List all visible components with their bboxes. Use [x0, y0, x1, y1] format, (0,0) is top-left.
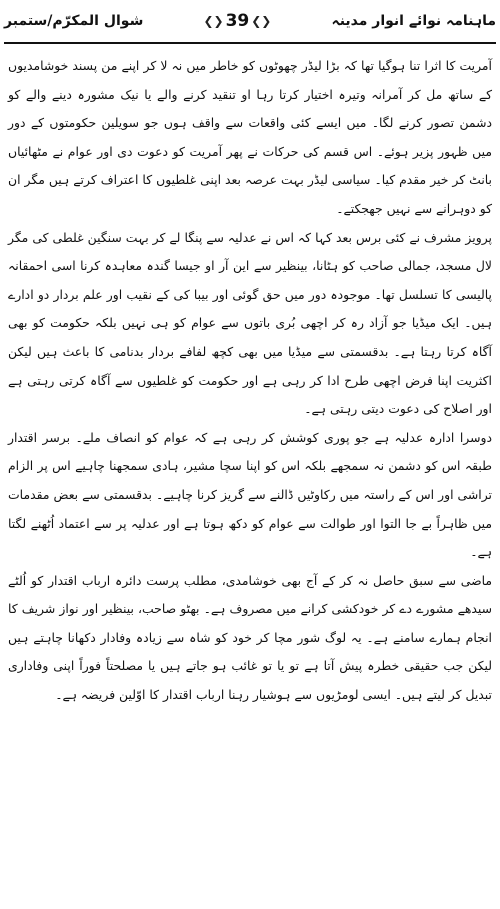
- page-number-block: [203, 11, 271, 31]
- paragraph-2: پرویز مشرف نے کئی برس بعد کہا کہ اس نے عدلیہ سے پنگا لے کر بہت سنگین غلطی کی مگر لال مسجد، جمالی صاحب کو ہٹانا، بینظیر سے این آر او جیسا گندہ معاہدہ کرنا اسی احمقانہ پالیسی کا تسلسل تھا۔ موجودہ دور میں حق گوئی اور بیبا کی کے نقیب اور علم بردار دو ادارے ہیں۔ ایک میڈیا جو آزاد رہ کر اچھی بُری باتوں سے عوام کو ہی نہیں بلکہ حکومت کو بھی آگاہ کرتا رہتا ہے۔ بدقسمتی سے میڈیا میں بھی کچھ لفافے بردار بدنامی کا باعث ہیں لیکن اکثریت اپنا فرض اچھی طرح ادا کر رہی ہے اور حکومت کو غلطیوں سے آگاہ کرتی رہتی ہے اور اصلاح کی دعوت دیتی رہتی ہے۔: [8, 229, 492, 417]
- page-header: [4, 0, 496, 42]
- right-ornament-icon: ❮❯: [251, 14, 272, 28]
- paragraph-1: آمریت کا اثرا تنا ہوگیا تھا کہ بڑا لیڈر چھوٹوں کو خاطر میں نہ لا کر اپنے من پسند خوشامدیوں کے ساتھ مل کر آمرانہ وتیرہ اختیار کرتا رہا او تنقید کرنے والے یا نیک مشورہ دینے والے کو دشمن تصور کرنے لگا۔ میں ایسے کئی واقعات سے واقف ہوں جو سویلین حکومتوں کے دور میں ظہور پزیر ہوئے۔ اس قسم کی حرکات نے پھر آمریت کو دعوت دی اور عوام نے مٹھائیاں بانٹ کر خیر مقدم کیا۔ سیاسی لیڈر بہت عرصہ بعد اپنی غلطیوں کا اعتراف کرتے ہیں مگر ان کو دوہرانے سے نہیں جھجکتے۔: [8, 58, 492, 216]
- issue-date: شوال المکرّم/ستمبر: [4, 13, 144, 29]
- paragraph-3: دوسرا ادارہ عدلیہ ہے جو پوری کوشش کر رہی ہے کہ عوام کو انصاف ملے۔ برسر اقتدار طبقہ اس کو دشمن نہ سمجھے بلکہ اس کو اپنا سچا مشیر، ہادی سمجھنا چاہیے اس پر الزام تراشی اور اس کے راستہ میں رکاوٹیں ڈالنے سے گریز کرنا چاہیے۔ بدقسمتی سے بعض مقدمات میں ظاہراً بے جا التوا اور طوالت سے عوام کو دکھ ہوتا ہے اور عدلیہ پر سے اعتماد اُٹھنے لگتا ہے۔: [8, 429, 492, 560]
- left-ornament-icon: ❮❯: [203, 14, 224, 28]
- magazine-title: ماہنامہ نوائے انوار مدینہ: [331, 13, 496, 29]
- article-body: [8, 52, 492, 710]
- page-number: 39: [225, 11, 250, 31]
- header-divider: [4, 42, 496, 44]
- paragraph-4: ماضی سے سبق حاصل نہ کر کے آج بھی خوشامدی، مطلب پرست دائرہ ارباب اقتدار کو اُلٹے سیدھے مشورے دے کر خودکشی کرانے میں مصروف ہے۔ بھٹو صاحب، بینظیر اور نواز شریف کا انجام ہمارے سامنے ہے۔ یہ لوگ شور مچا کر خود کو شاہ سے زیادہ وفادار دکھانا چاہتے ہیں لیکن جب حقیقی خطرہ پیش آتا ہے تو یا تو غائب ہو جاتے ہیں یا مصلحتاً فوراً اپنی وفاداری تبدیل کر لیتے ہیں۔ ایسی لومڑیوں سے ہوشیار رہنا ارباب اقتدار کا اوّلین فریضہ ہے۔: [8, 572, 492, 703]
